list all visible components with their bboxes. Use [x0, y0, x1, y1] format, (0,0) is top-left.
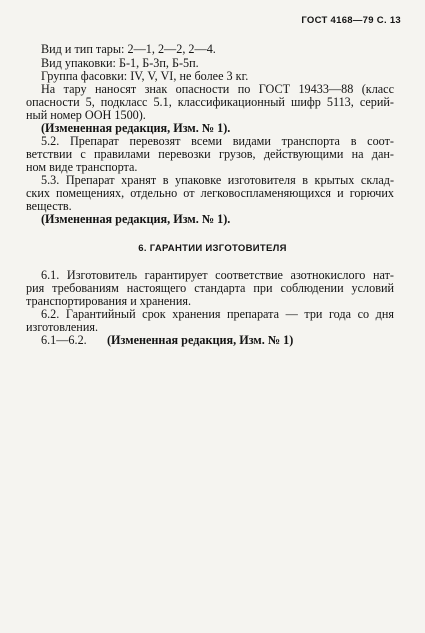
text-line: 6.2. Гарантийный срок хранения препарата — три года со дня [41, 307, 394, 321]
amendment-note: (Измененная редакция, Изм. № 1). [41, 121, 231, 135]
text-line: Группа фасовки: IV, V, VI, не более 3 кг. [41, 69, 249, 83]
section-title: 6. ГАРАНТИИ ИЗГОТОВИТЕЛЯ [138, 243, 287, 254]
amendment-note: (Измененная редакция, Изм. № 1) [107, 333, 294, 347]
text-line: 5.3. Препарат хранят в упаковке изготовителя в крытых склад- [41, 173, 394, 187]
amendment-note: (Измененная редакция, Изм. № 1). [41, 212, 231, 226]
text-line: 5.2. Препарат перевозят всеми видами транспорта в соот- [41, 134, 394, 148]
text-line: изготовления. [26, 320, 99, 334]
text-line: транспортирования и хранения. [26, 294, 191, 308]
text-line: 6.1. Изготовитель гарантирует соответствие азотнокислого нат- [41, 268, 394, 282]
page-header: ГОСТ 4168—79 С. 13 [301, 15, 401, 26]
text-line: опасности 5, подкласс 5.1, классификационный шифр 5113, серий- [26, 95, 394, 109]
text-line: ских помещениях, отдельно от легковоспламеняющихся и горючих [26, 186, 394, 200]
text-line: Вид упаковки: Б-1, Б-3п, Б-5п. [41, 56, 199, 70]
text-line: рия требованиям настоящего стандарта при соблюдении условий [26, 281, 394, 295]
text-line: веществ. [26, 199, 72, 213]
text-line: ный номер ООН 1500). [26, 108, 146, 122]
text-line: На тару наносят знак опасности по ГОСТ 19433—88 (класс [41, 82, 394, 96]
text-line: ветствии с правилами перевозки грузов, действующими на дан- [26, 147, 394, 161]
text-line: 6.1—6.2. [41, 333, 87, 347]
text-line: ном виде транспорта. [26, 160, 138, 174]
text-line: Вид и тип тары: 2—1, 2—2, 2—4. [41, 42, 216, 56]
